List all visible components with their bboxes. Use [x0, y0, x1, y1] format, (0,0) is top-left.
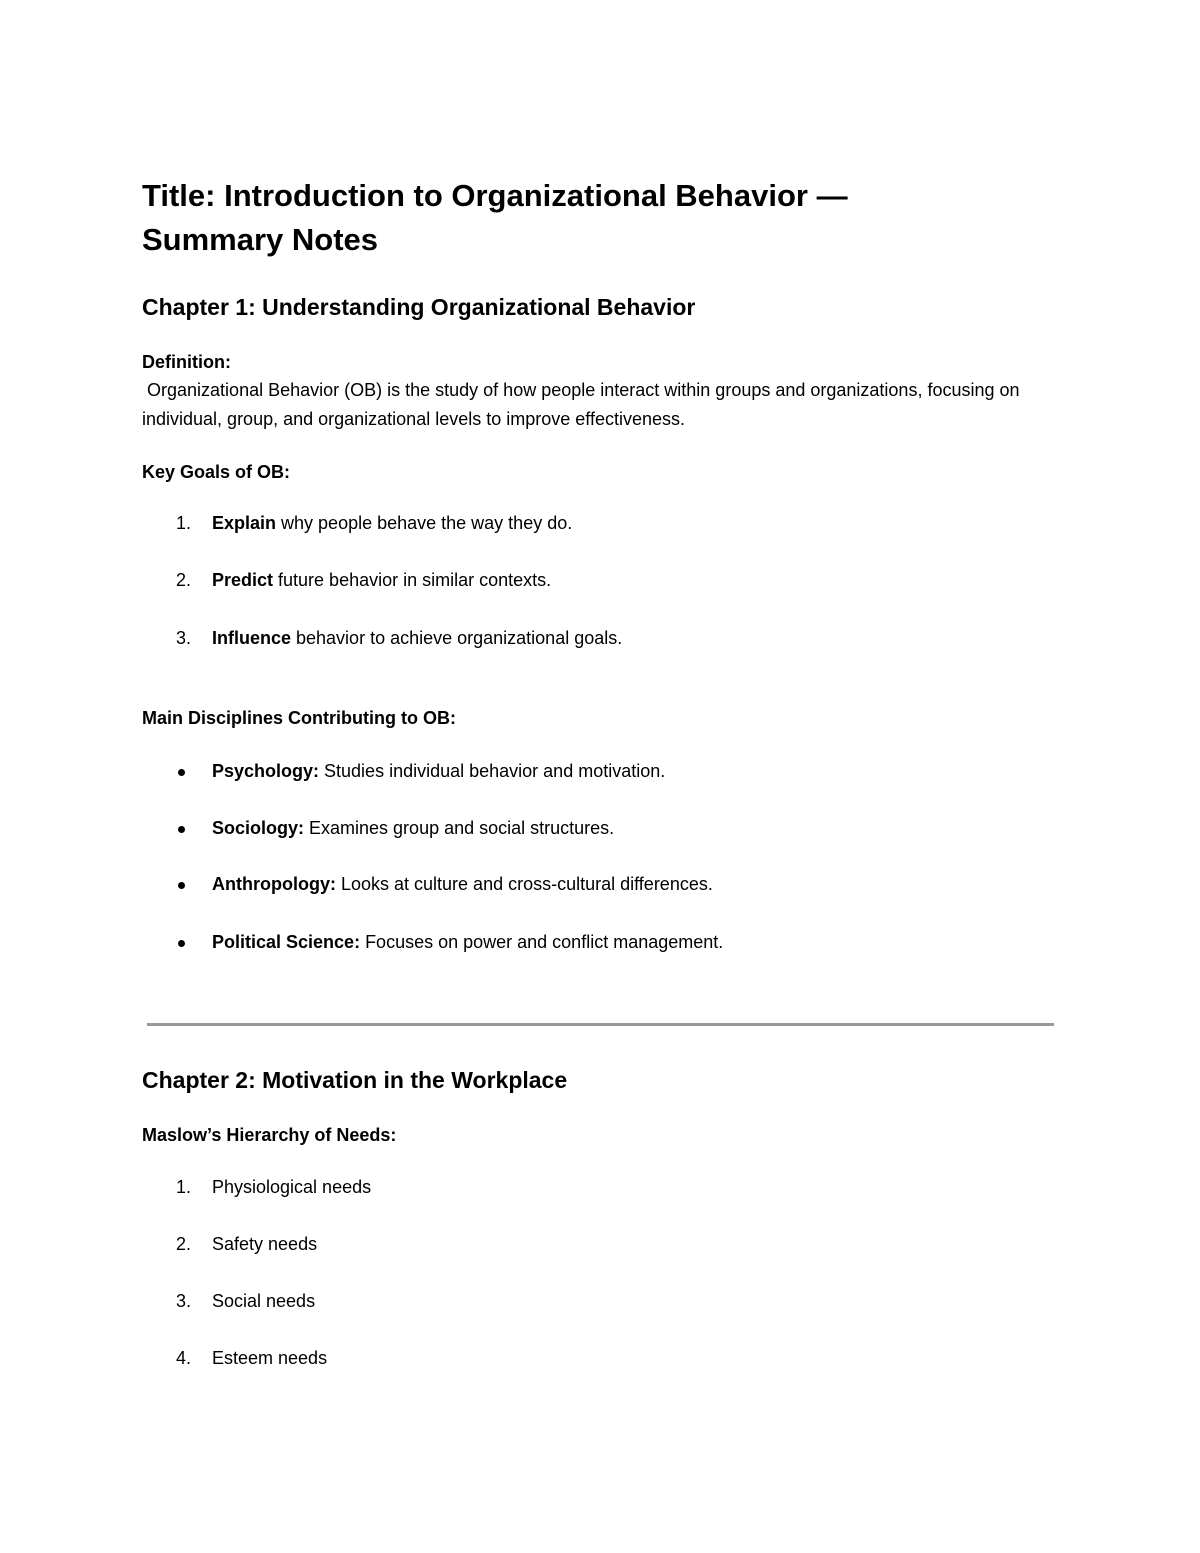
- goal-item: [172, 510, 572, 536]
- discipline-name: Anthropology:: [212, 874, 336, 894]
- need-item: [172, 1288, 315, 1314]
- discipline-item: [172, 929, 723, 955]
- discipline-text: Studies individual behavior and motivation.: [319, 761, 666, 781]
- need-item: [172, 1345, 327, 1371]
- need-text: Physiological needs: [212, 1177, 372, 1197]
- maslow-heading: Maslow’s Hierarchy of Needs:: [142, 1125, 397, 1145]
- need-item: [172, 1231, 317, 1257]
- definition-label: Definition:: [142, 352, 231, 372]
- list-number: 1.: [176, 513, 192, 533]
- list-number: 1.: [176, 1177, 192, 1197]
- horizontal-divider: [147, 1023, 1054, 1026]
- goal-text: why people behave the way they do.: [276, 513, 573, 533]
- goal-text: future behavior in similar contexts.: [273, 570, 552, 590]
- goal-item: [172, 625, 622, 651]
- document-title-line-2: Summary Notes: [142, 222, 379, 257]
- discipline-text: Focuses on power and conflict management.: [360, 932, 724, 952]
- discipline-item: [172, 871, 713, 897]
- need-item: [172, 1174, 371, 1200]
- need-text: Safety needs: [212, 1234, 318, 1254]
- discipline-name: Psychology:: [212, 761, 320, 781]
- need-text: Esteem needs: [212, 1348, 328, 1368]
- bullet-icon: [172, 763, 212, 781]
- discipline-item: [172, 758, 665, 784]
- document-title-line-1: Title: Introduction to Organizational Behavior —: [142, 178, 848, 213]
- chapter-2-heading: Chapter 2: Motivation in the Workplace: [142, 1067, 568, 1093]
- goal-keyword: Predict: [212, 570, 274, 590]
- bullet-icon: [172, 820, 212, 838]
- list-number: 2.: [176, 1234, 192, 1254]
- discipline-name: Political Science:: [212, 932, 361, 952]
- need-text: Social needs: [212, 1291, 316, 1311]
- bullet-icon: [172, 876, 212, 894]
- key-goals-heading: Key Goals of OB:: [142, 462, 291, 482]
- list-number: 4.: [176, 1348, 192, 1368]
- goal-keyword: Influence: [212, 628, 292, 648]
- discipline-item: [172, 815, 614, 841]
- discipline-text: Looks at culture and cross-cultural differences.: [335, 874, 713, 894]
- list-number: 3.: [176, 1291, 192, 1311]
- discipline-name: Sociology:: [212, 818, 305, 838]
- goal-item: [172, 567, 551, 593]
- list-number: 2.: [176, 570, 192, 590]
- chapter-1-heading: Chapter 1: Understanding Organizational Behavior: [142, 294, 696, 320]
- definition-text: Organizational Behavior (OB) is the study of how people interact within groups and organizations, focusing on individual, group, and organizational levels to improve effectiveness.: [142, 380, 1025, 429]
- goal-text: behavior to achieve organizational goals.: [291, 628, 623, 648]
- goal-keyword: Explain: [212, 513, 277, 533]
- discipline-text: Examines group and social structures.: [304, 818, 615, 838]
- bullet-icon: [172, 934, 212, 952]
- list-number: 3.: [176, 628, 192, 648]
- disciplines-heading: Main Disciplines Contributing to OB:: [142, 708, 456, 728]
